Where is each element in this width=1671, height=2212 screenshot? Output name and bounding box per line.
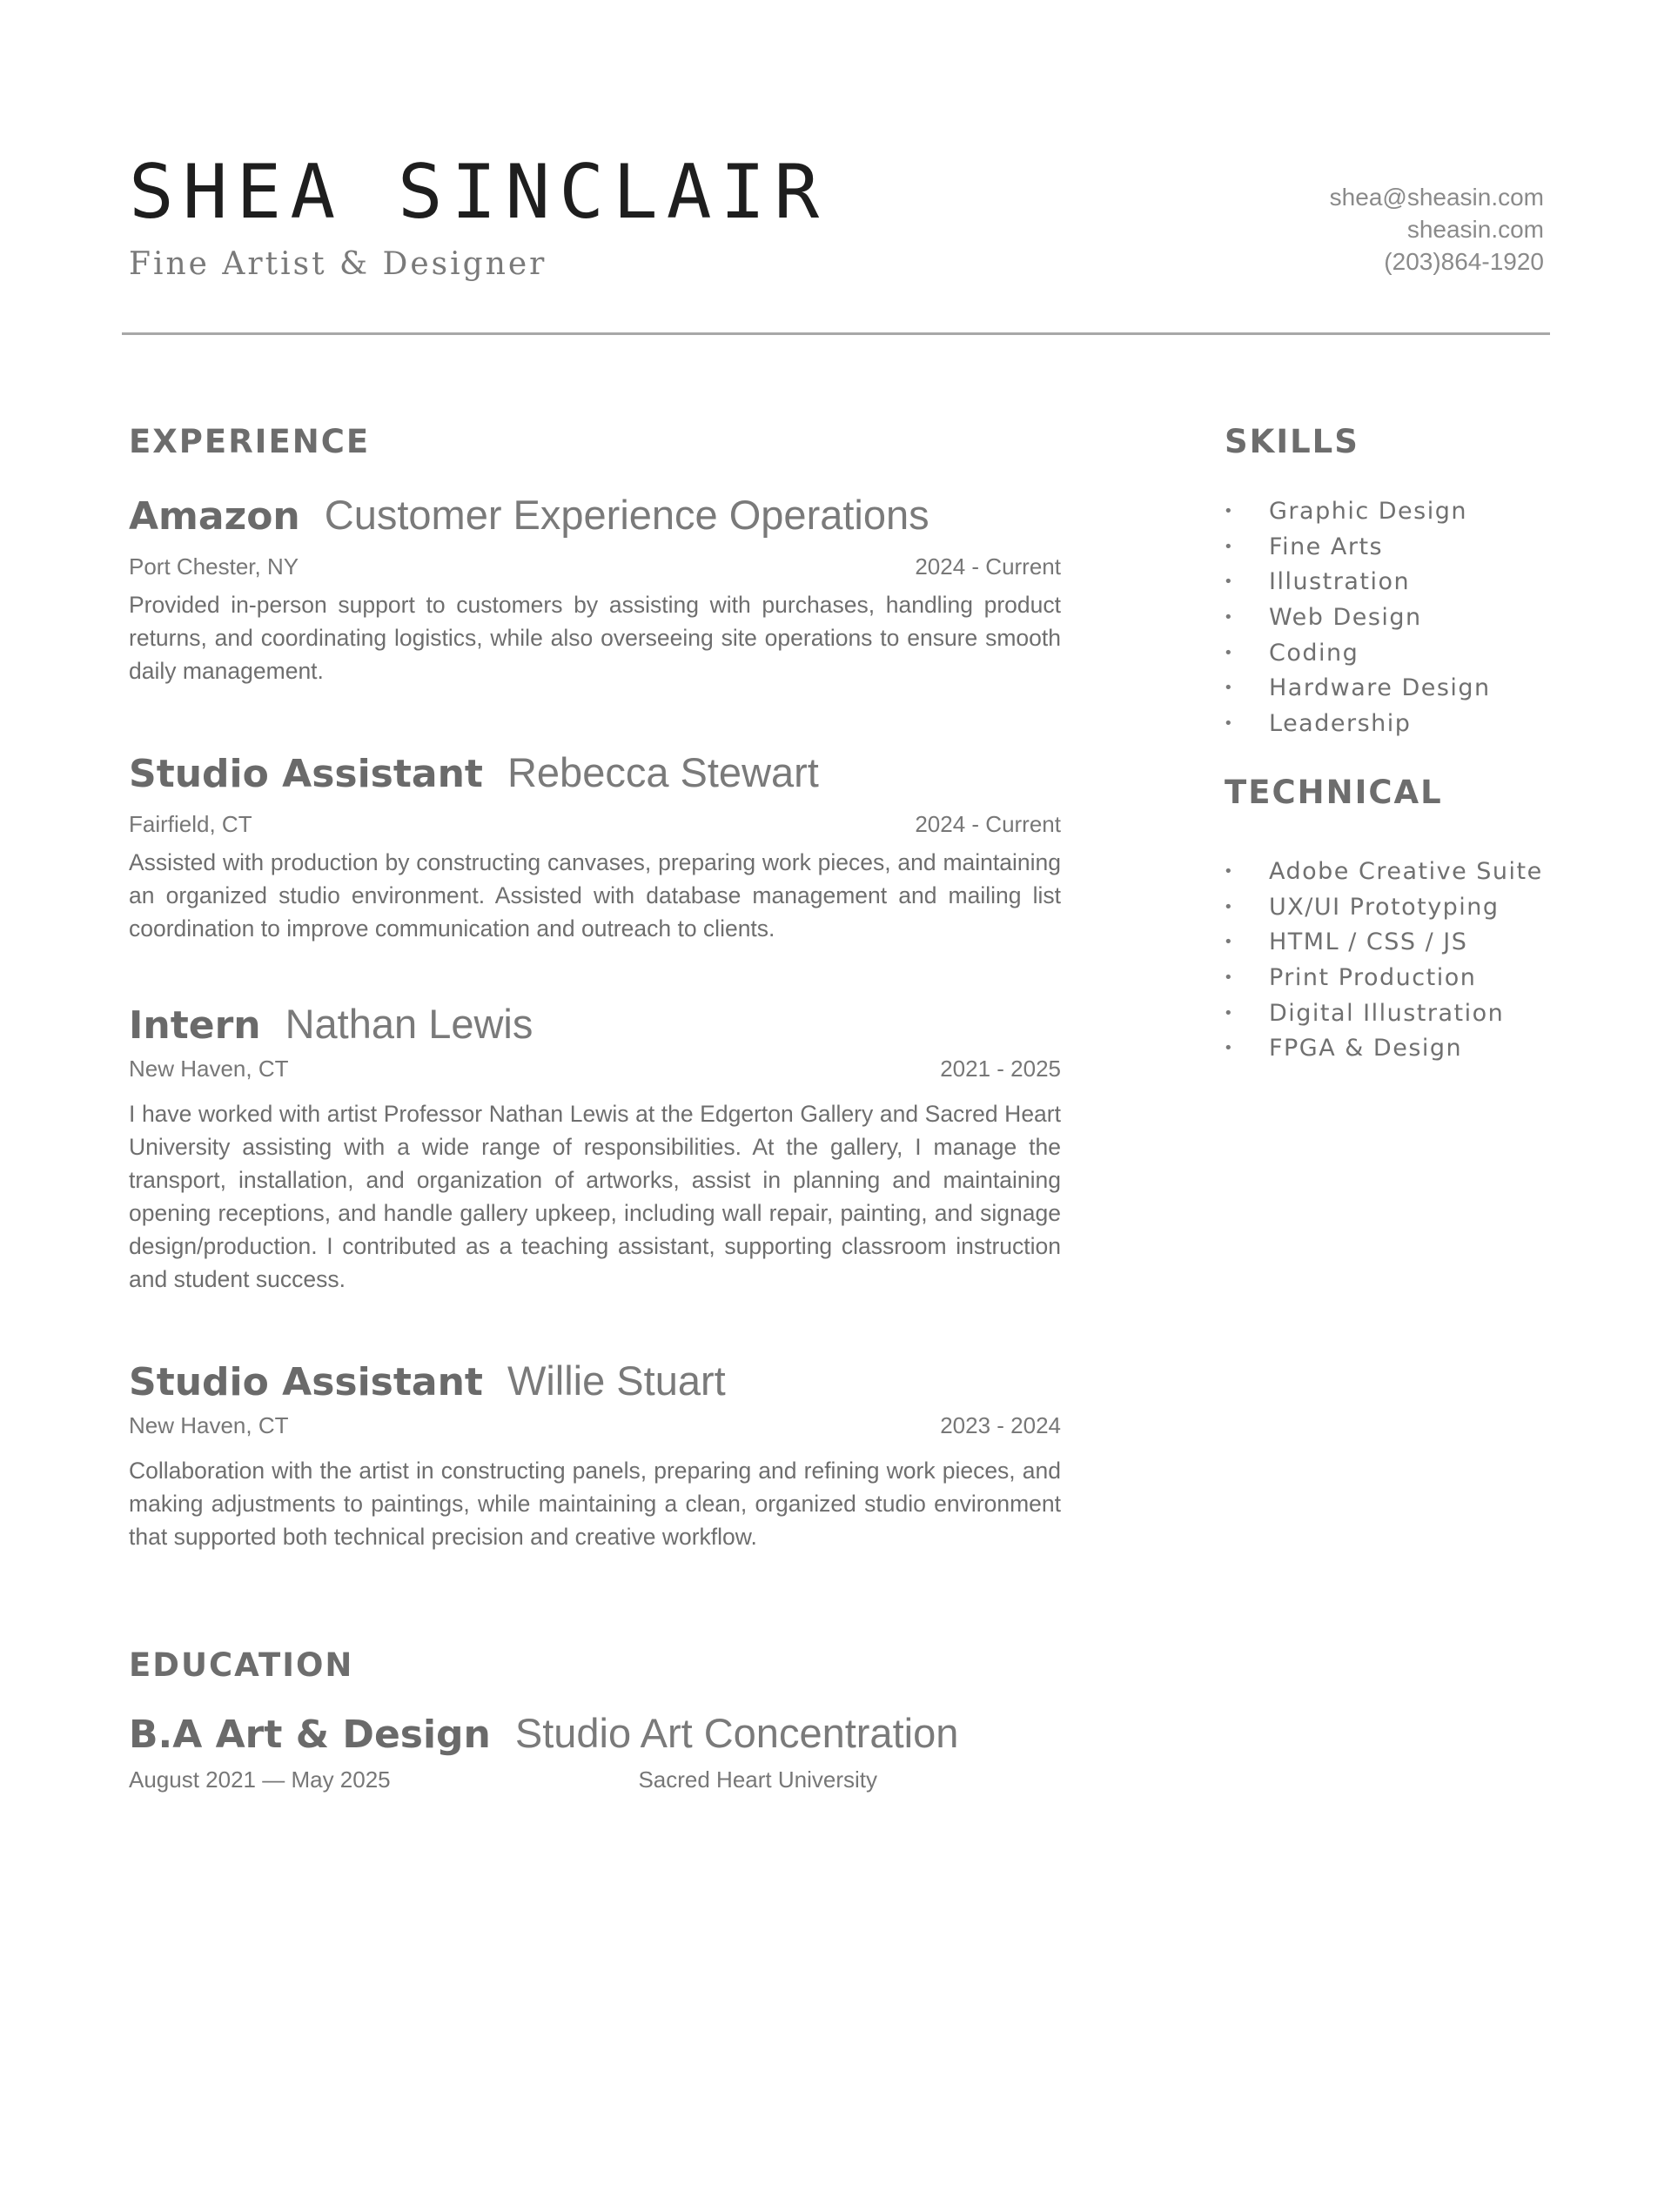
list-item (1220, 855, 1543, 890)
list-item (1220, 671, 1491, 707)
job-organization: Rebecca Stewart (507, 749, 819, 795)
list-item (1220, 530, 1491, 566)
skill-label: Web Design (1269, 604, 1422, 632)
bullet-icon: • (1224, 969, 1235, 988)
bullet-icon: • (1224, 537, 1235, 556)
education-heading: EDUCATION (129, 1646, 354, 1684)
job-dates: 2024 - Current (915, 553, 1061, 580)
job-location: New Haven, CT (129, 1056, 289, 1082)
experience-entry (129, 1003, 1061, 1296)
experience-entry (129, 749, 1061, 945)
job-organization: Customer Experience Operations (324, 492, 929, 538)
technical-heading: TECHNICAL (1225, 774, 1443, 811)
job-dates: 2024 - Current (915, 811, 1061, 837)
contact-email[interactable]: shea@sheasin.com (1329, 184, 1544, 211)
technical-label: Adobe Creative Suite (1269, 858, 1543, 885)
list-item (1220, 565, 1491, 600)
bullet-icon: • (1224, 714, 1235, 734)
skill-label: Graphic Design (1269, 498, 1467, 525)
technical-label: UX/UI Prototyping (1269, 893, 1500, 921)
education-meta (129, 1768, 877, 1791)
skills-list (1220, 494, 1491, 742)
job-meta (129, 1057, 1061, 1080)
technical-label: HTML / CSS / JS (1269, 928, 1468, 956)
job-role: Studio Assistant (129, 752, 483, 796)
job-meta (129, 1414, 1061, 1437)
education-header (129, 1710, 959, 1757)
job-header (129, 749, 1061, 796)
job-meta (129, 813, 1061, 835)
header-divider (122, 332, 1550, 335)
education-concentration: Studio Art Concentration (514, 1710, 959, 1756)
education-entry (129, 1710, 959, 1793)
job-dates: 2023 - 2024 (940, 1412, 1061, 1438)
job-organization: Willie Stuart (507, 1357, 726, 1404)
list-item (1220, 925, 1543, 961)
list-item (1220, 961, 1543, 996)
job-role: Intern (129, 1003, 261, 1048)
list-item (1220, 600, 1491, 636)
job-meta (129, 555, 1061, 578)
technical-label: Print Production (1269, 964, 1477, 992)
experience-entry (129, 494, 1061, 687)
job-location: Fairfield, CT (129, 811, 252, 837)
skill-label: Hardware Design (1269, 674, 1491, 702)
resume-name: SHEA SINCLAIR (129, 149, 829, 236)
job-description: Assisted with production by constructing canvases, preparing work pieces, and maintaining an organized studio environment. Assisted with database management and mailing list coordination to improve communication and outreach to clients. (129, 849, 1061, 942)
technical-label: Digital Illustration (1269, 999, 1505, 1027)
contact-phone[interactable]: (203)864-1920 (1384, 248, 1544, 275)
contact-website[interactable]: sheasin.com (1406, 216, 1544, 243)
technical-list (1220, 855, 1543, 1067)
bullet-icon: • (1224, 897, 1235, 916)
bullet-icon: • (1224, 1039, 1235, 1058)
contact-block (1330, 181, 1544, 278)
job-location: Port Chester, NY (129, 553, 299, 580)
list-item (1220, 707, 1491, 742)
experience-entry (129, 1357, 1061, 1553)
skill-label: Illustration (1269, 568, 1411, 596)
bullet-icon: • (1224, 573, 1235, 592)
bullet-icon: • (1224, 608, 1235, 627)
bullet-icon: • (1224, 643, 1235, 662)
bullet-icon: • (1224, 679, 1235, 698)
education-dates: August 2021 — May 2025 (129, 1766, 391, 1793)
job-description: I have worked with artist Professor Nathan Lewis at the Edgerton Gallery and Sacred Heart University assisting with a wide range of responsibilities. At the gallery, I manage the transport, installation, and organization of artworks, assist in planning and maintaining opening receptions, and handle gallery upkeep, including wall repair, painting, and signage design/production. I contributed as a teaching assistant, supporting classroom instruction and student success. (129, 1101, 1061, 1292)
skill-label: Fine Arts (1269, 533, 1384, 560)
job-location: New Haven, CT (129, 1412, 289, 1438)
education-degree: B.A Art & Design (129, 1713, 491, 1757)
bullet-icon: • (1224, 862, 1235, 881)
skill-label: Leadership (1269, 710, 1412, 738)
job-header (129, 1357, 1061, 1404)
job-dates: 2021 - 2025 (940, 1056, 1061, 1082)
job-description: Collaboration with the artist in constructing panels, preparing and refining work pieces, and making adjustments to paintings, while maintaining a clean, organized studio environment that supported both technical precision and creative workflow. (129, 1458, 1061, 1550)
job-organization: Nathan Lewis (285, 1001, 534, 1047)
list-item (1220, 1031, 1543, 1067)
list-item (1220, 996, 1543, 1032)
list-item (1220, 494, 1491, 530)
job-header (129, 492, 1061, 539)
skills-heading: SKILLS (1225, 423, 1359, 460)
bullet-icon: • (1224, 502, 1235, 520)
job-header (129, 1001, 1061, 1048)
experience-heading: EXPERIENCE (129, 423, 371, 460)
education-school: Sacred Heart University (638, 1766, 877, 1793)
technical-label: FPGA & Design (1269, 1035, 1463, 1062)
resume-tagline: Fine Artist & Designer (129, 246, 547, 282)
job-role: Studio Assistant (129, 1360, 483, 1404)
job-description: Provided in-person support to customers by assisting with purchases, handling product returns, and coordinating logistics, while also overseeing site operations to ensure smooth daily management. (129, 592, 1061, 684)
job-role: Amazon (129, 494, 300, 539)
list-item (1220, 636, 1491, 672)
bullet-icon: • (1224, 933, 1235, 952)
bullet-icon: • (1224, 1003, 1235, 1022)
list-item (1220, 890, 1543, 926)
skill-label: Coding (1269, 639, 1359, 667)
